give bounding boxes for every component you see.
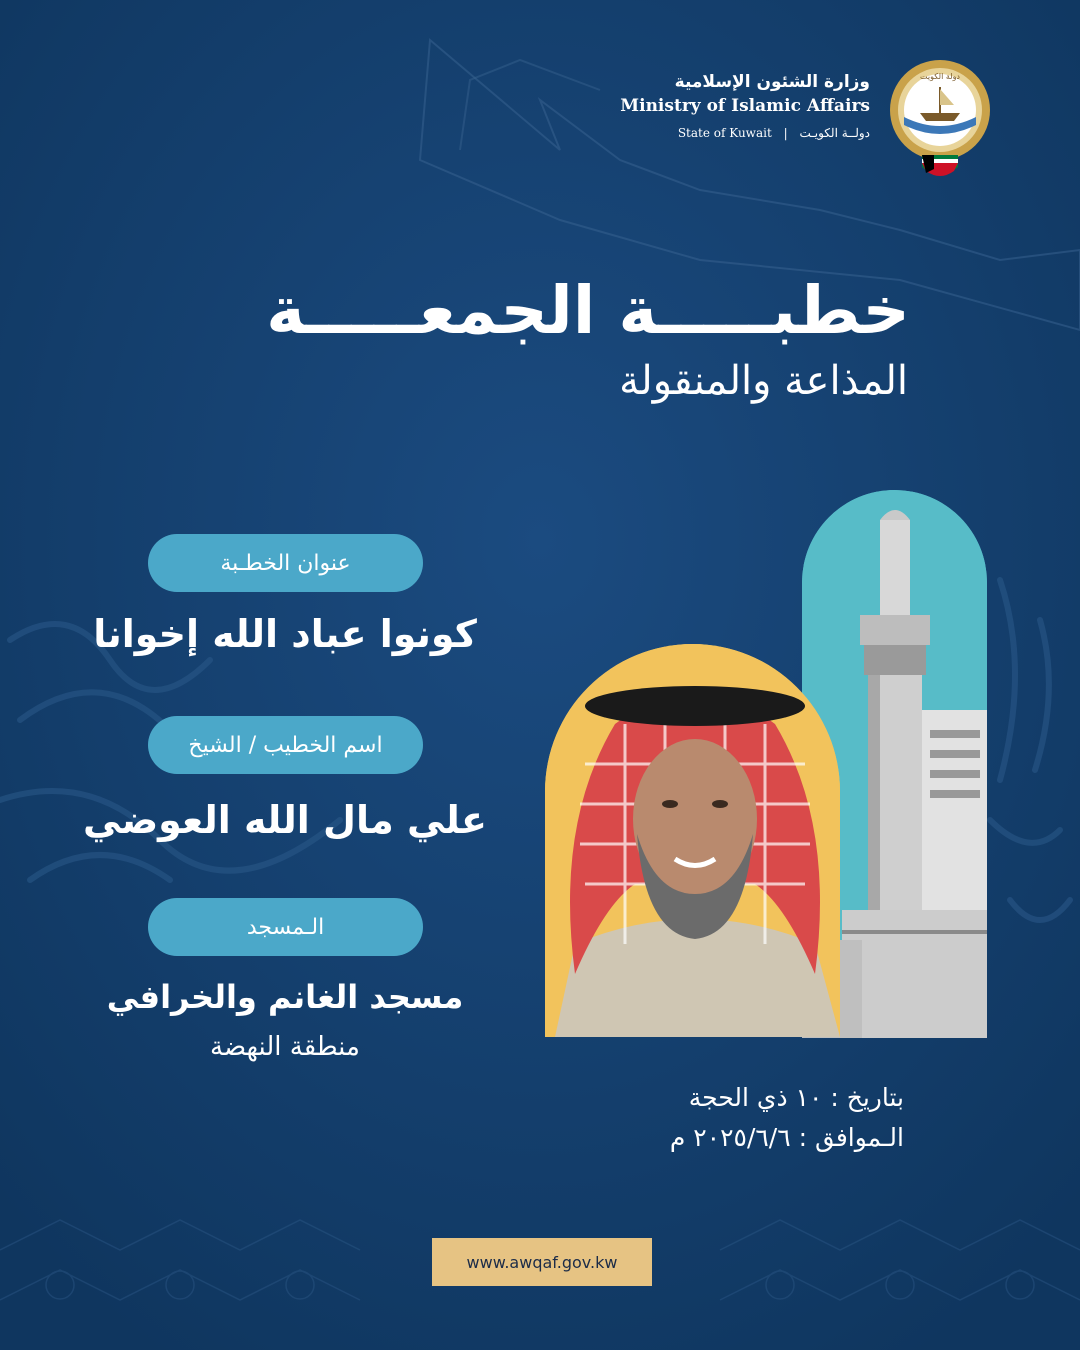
website-link[interactable]: www.awqaf.gov.kw — [432, 1238, 652, 1286]
title-friday-sermon: خطبـــــة الجمعـــــة — [266, 272, 910, 349]
mosque-label-pill: الـمسجد — [148, 898, 423, 956]
state-line — [510, 126, 870, 140]
kuwait-emblem-logo — [880, 55, 1000, 185]
ministry-name-english: Ministry of Islamic Affairs — [620, 96, 870, 116]
state-name-arabic: دولــة الكويـت — [799, 126, 870, 140]
ministry-name-arabic: وزارة الشئون الإسلامية — [674, 72, 870, 92]
mosque-value: مسجد الغانم والخرافي — [106, 978, 464, 1016]
hijri-date: بتاريخ : ١٠ ذي الحجة — [688, 1083, 904, 1112]
speaker-photo — [545, 644, 840, 1037]
title-broadcast-subtitle: المذاعة والمنقولة — [619, 358, 908, 404]
state-separator: | — [783, 126, 788, 140]
ministry-header — [510, 72, 870, 140]
emblem-text: دولة الكويت — [920, 72, 960, 81]
topic-label-pill: عنوان الخطـبة — [148, 534, 423, 592]
area-value: منطقة النهضة — [210, 1032, 360, 1062]
preacher-value: علي مال الله العوضي — [83, 798, 487, 842]
preacher-label-pill: اسم الخطيب / الشيخ — [148, 716, 423, 774]
state-name-english: State of Kuwait — [677, 126, 772, 140]
date-block — [670, 1078, 904, 1158]
topic-value: كونوا عباد الله إخوانا — [93, 612, 477, 656]
gregorian-date: الـموافق : ٢٠٢٥/٦/٦ م — [669, 1123, 904, 1152]
speaker-illustration — [545, 644, 840, 1037]
